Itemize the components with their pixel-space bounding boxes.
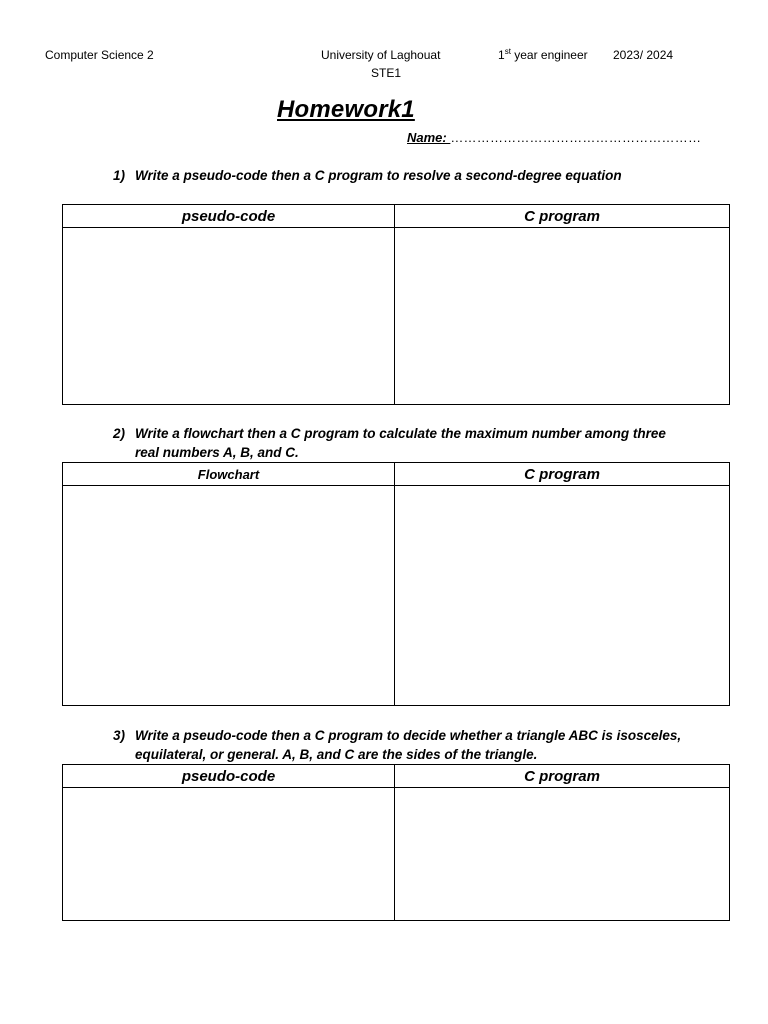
column-header: pseudo-code [63,765,395,788]
column-header: C program [395,765,730,788]
program-name: STE1 [371,66,402,80]
year-level-number: 1 [498,48,505,62]
question-2 [113,424,683,462]
question-text: Write a pseudo-code then a C program to decide whether a triangle ABC is isosceles, equilateral, or general. A, B, and C are the sides of the triangle. [135,728,682,762]
question-number: 2) [113,426,126,441]
answer-cell-c-program[interactable] [395,788,730,921]
answer-table-3 [62,764,730,921]
question-number: 3) [113,728,126,743]
question-3 [113,726,683,764]
question-text: Write a pseudo-code then a C program to resolve a second-degree equation [135,168,622,183]
question-1 [113,166,683,186]
column-header: Flowchart [63,463,395,486]
course-name: Computer Science 2 [45,48,154,62]
question-number: 1) [113,168,126,183]
column-header: C program [395,205,730,228]
academic-year: 2023/ 2024 [613,48,674,62]
column-header: pseudo-code [63,205,395,228]
name-label: Name: [407,130,451,145]
answer-cell-flowchart[interactable] [63,486,395,706]
name-field [407,130,701,145]
question-text: Write a flowchart then a C program to calculate the maximum number among three real numbers A, B, and C. [135,426,666,460]
year-level-text: year engineer [510,48,588,62]
year-level-ordinal: st [504,47,511,56]
answer-table-1 [62,204,730,405]
university-name: University of Laghouat [321,48,441,62]
answer-cell-pseudo-code[interactable] [63,228,395,405]
answer-table-2 [62,462,730,706]
answer-cell-c-program[interactable] [395,486,730,706]
column-header: C program [395,463,730,486]
answer-cell-pseudo-code[interactable] [63,788,395,921]
answer-cell-c-program[interactable] [395,228,730,405]
year-level [498,48,588,62]
name-blank: ………………………………………………… [450,130,702,145]
page-title: Homework1 [277,96,415,123]
